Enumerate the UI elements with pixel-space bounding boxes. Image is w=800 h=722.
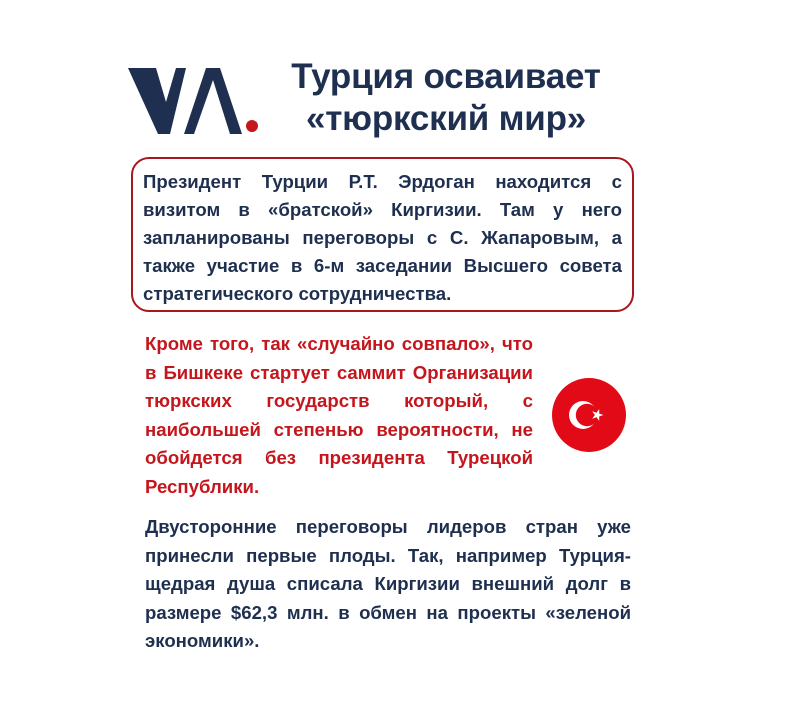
boxed-paragraph: Президент Турции Р.Т. Эрдоган находится с визитом в «братской» Киргизии. Там у него запланированы переговоры с С. Жапаровым, а также участие в 6-м заседании Высшего совета стратегического сотрудничества. xyxy=(131,157,634,312)
title-line-1: Турция осваивает xyxy=(291,57,601,96)
closing-paragraph: Двусторонние переговоры лидеров стран уже принесли первые плоды. Так, например Турция-щедрая душа списала Киргизии внешний долг в размере $62,3 млн. в обмен на проекты «зеленой экономики». xyxy=(145,516,631,651)
turkey-flag-icon xyxy=(552,378,626,452)
title-line-2: «тюркский мир» xyxy=(305,99,587,138)
page-title xyxy=(270,56,622,140)
va-logo xyxy=(128,66,263,136)
highlight-paragraph: Кроме того, так «случайно совпало», что в Бишкеке стартует саммит Организации тюркских государств который, с наибольшей степенью вероятности, не обойдется без президента Турецкой Республики. xyxy=(145,333,533,497)
